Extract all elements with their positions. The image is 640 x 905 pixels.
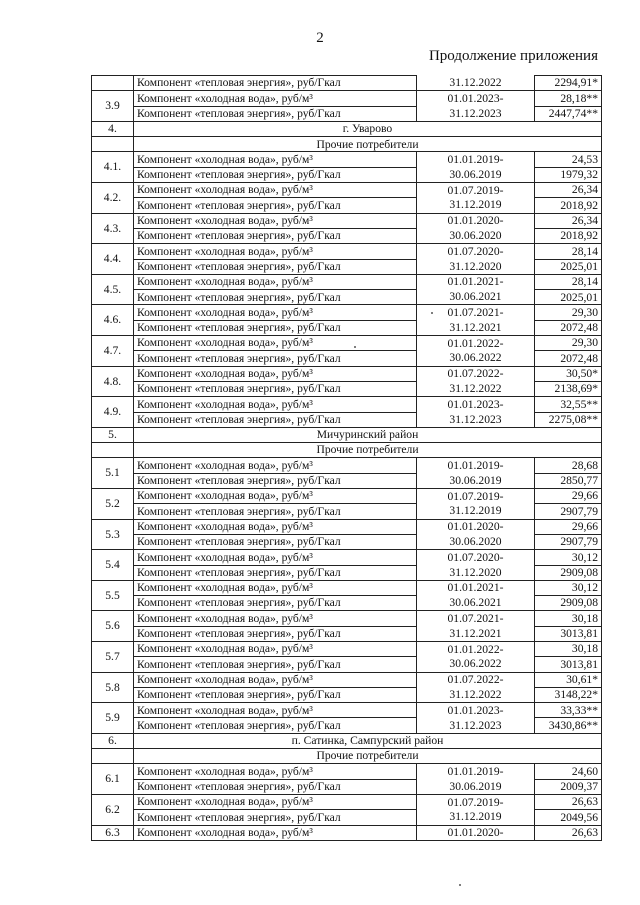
period-date: 01.01.2020- bbox=[417, 825, 535, 840]
period-date: 30.06.2019 bbox=[417, 779, 535, 794]
component-name: Компонент «тепловая энергия», руб/Гкал bbox=[134, 76, 417, 91]
component-name: Компонент «холодная вода», руб/м³ bbox=[134, 183, 417, 198]
component-name: Компонент «холодная вода», руб/м³ bbox=[134, 91, 417, 106]
period-date: 30.06.2022 bbox=[417, 351, 535, 366]
table-row bbox=[92, 687, 602, 702]
table-row bbox=[92, 611, 602, 626]
tariff-value: 2907,79 bbox=[535, 504, 602, 519]
item-number: 6.1 bbox=[92, 764, 134, 795]
subsection-title: Прочие потребители bbox=[134, 137, 602, 152]
tariff-value: 29,66 bbox=[535, 489, 602, 504]
table-row bbox=[92, 106, 602, 121]
table-row bbox=[92, 458, 602, 473]
period-date: 01.01.2019- bbox=[417, 764, 535, 779]
period-date: 01.07.2019- bbox=[417, 183, 535, 198]
tariff-value: 2025,01 bbox=[535, 290, 602, 305]
component-name: Компонент «холодная вода», руб/м³ bbox=[134, 458, 417, 473]
subsection-title: Прочие потребители bbox=[134, 443, 602, 458]
section-row bbox=[92, 733, 602, 748]
tariff-value: 2275,08** bbox=[535, 412, 602, 427]
table-row bbox=[92, 213, 602, 228]
tariff-value: 30,12 bbox=[535, 550, 602, 565]
item-number: 5.4 bbox=[92, 550, 134, 581]
table-row bbox=[92, 183, 602, 198]
period-date: 01.01.2021- bbox=[417, 274, 535, 289]
table-row bbox=[92, 381, 602, 396]
item-number: 4.3. bbox=[92, 213, 134, 244]
item-number bbox=[92, 76, 134, 91]
component-name: Компонент «тепловая энергия», руб/Гкал bbox=[134, 718, 417, 733]
period-date: 30.06.2022 bbox=[417, 657, 535, 672]
subsection-row bbox=[92, 137, 602, 152]
table-row bbox=[92, 672, 602, 687]
continuation-title: Продолжение приложения bbox=[428, 48, 598, 64]
component-name: Компонент «холодная вода», руб/м³ bbox=[134, 489, 417, 504]
component-name: Компонент «тепловая энергия», руб/Гкал bbox=[134, 473, 417, 488]
component-name: Компонент «тепловая энергия», руб/Гкал bbox=[134, 565, 417, 580]
period-date: 01.01.2020- bbox=[417, 213, 535, 228]
item-number: 5.5 bbox=[92, 580, 134, 611]
table-row bbox=[92, 412, 602, 427]
table-row bbox=[92, 794, 602, 809]
tariff-value: 2072,48 bbox=[535, 320, 602, 335]
component-name: Компонент «тепловая энергия», руб/Гкал bbox=[134, 504, 417, 519]
tariff-value: 2009,37 bbox=[535, 779, 602, 794]
period-date: 31.12.2019 bbox=[417, 504, 535, 519]
period-date: 31.12.2020 bbox=[417, 259, 535, 274]
tariff-table-body bbox=[92, 76, 602, 841]
period-date: 30.06.2019 bbox=[417, 473, 535, 488]
period-date: 01.01.2022- bbox=[417, 336, 535, 351]
item-number: 4.6. bbox=[92, 305, 134, 336]
table-row bbox=[92, 274, 602, 289]
tariff-value: 30,61* bbox=[535, 672, 602, 687]
item-number: 4.7. bbox=[92, 336, 134, 367]
table-row bbox=[92, 718, 602, 733]
section-title: г. Уварово bbox=[134, 121, 602, 136]
period-date: 31.12.2023 bbox=[417, 718, 535, 733]
period-date: 30.06.2019 bbox=[417, 167, 535, 182]
period-date: 30.06.2021 bbox=[417, 596, 535, 611]
component-name: Компонент «холодная вода», руб/м³ bbox=[134, 703, 417, 718]
component-name: Компонент «тепловая энергия», руб/Гкал bbox=[134, 596, 417, 611]
table-row bbox=[92, 336, 602, 351]
tariff-value: 28,18** bbox=[535, 91, 602, 106]
tariff-value: 28,14 bbox=[535, 244, 602, 259]
tariff-value: 1979,32 bbox=[535, 167, 602, 182]
subsection-row bbox=[92, 749, 602, 764]
section-number: 5. bbox=[92, 427, 134, 442]
component-name: Компонент «тепловая энергия», руб/Гкал bbox=[134, 779, 417, 794]
tariff-value: 2018,92 bbox=[535, 198, 602, 213]
blank-number-cell bbox=[92, 749, 134, 764]
period-date: 01.07.2019- bbox=[417, 794, 535, 809]
period-date: 01.01.2019- bbox=[417, 152, 535, 167]
component-name: Компонент «тепловая энергия», руб/Гкал bbox=[134, 381, 417, 396]
tariff-value: 2025,01 bbox=[535, 259, 602, 274]
table-row bbox=[92, 703, 602, 718]
tariff-value: 3013,81 bbox=[535, 626, 602, 641]
section-title: п. Сатинка, Сампурский район bbox=[134, 733, 602, 748]
period-date: 30.06.2020 bbox=[417, 228, 535, 243]
tariff-value: 2447,74** bbox=[535, 106, 602, 121]
table-row bbox=[92, 519, 602, 534]
component-name: Компонент «тепловая энергия», руб/Гкал bbox=[134, 259, 417, 274]
period-date: 01.01.2023- bbox=[417, 703, 535, 718]
component-name: Компонент «тепловая энергия», руб/Гкал bbox=[134, 657, 417, 672]
tariff-value: 3013,81 bbox=[535, 657, 602, 672]
item-number: 4.2. bbox=[92, 183, 134, 214]
component-name: Компонент «холодная вода», руб/м³ bbox=[134, 764, 417, 779]
item-number: 5.7 bbox=[92, 641, 134, 672]
table-row bbox=[92, 259, 602, 274]
scan-speck bbox=[431, 312, 433, 314]
period-date: 01.07.2020- bbox=[417, 244, 535, 259]
table-row bbox=[92, 565, 602, 580]
component-name: Компонент «тепловая энергия», руб/Гкал bbox=[134, 626, 417, 641]
section-title: Мичуринский район bbox=[134, 427, 602, 442]
component-name: Компонент «холодная вода», руб/м³ bbox=[134, 397, 417, 412]
tariff-value: 2909,08 bbox=[535, 596, 602, 611]
tariff-value: 26,34 bbox=[535, 213, 602, 228]
section-number: 4. bbox=[92, 121, 134, 136]
scan-speck bbox=[459, 884, 461, 886]
component-name: Компонент «тепловая энергия», руб/Гкал bbox=[134, 412, 417, 427]
table-row bbox=[92, 473, 602, 488]
period-date: 01.07.2022- bbox=[417, 672, 535, 687]
component-name: Компонент «холодная вода», руб/м³ bbox=[134, 550, 417, 565]
component-name: Компонент «холодная вода», руб/м³ bbox=[134, 794, 417, 809]
item-number: 5.3 bbox=[92, 519, 134, 550]
table-row bbox=[92, 779, 602, 794]
component-name: Компонент «холодная вода», руб/м³ bbox=[134, 336, 417, 351]
tariff-value: 2049,56 bbox=[535, 810, 602, 825]
table-row bbox=[92, 550, 602, 565]
component-name: Компонент «тепловая энергия», руб/Гкал bbox=[134, 351, 417, 366]
table-row bbox=[92, 596, 602, 611]
table-row bbox=[92, 641, 602, 656]
tariff-value: 30,50* bbox=[535, 366, 602, 381]
component-name: Компонент «тепловая энергия», руб/Гкал bbox=[134, 687, 417, 702]
component-name: Компонент «тепловая энергия», руб/Гкал bbox=[134, 106, 417, 121]
tariff-value: 24,60 bbox=[535, 764, 602, 779]
period-date: 31.12.2021 bbox=[417, 320, 535, 335]
table-row bbox=[92, 320, 602, 335]
tariff-value: 2294,91* bbox=[535, 76, 602, 91]
tariff-value: 29,30 bbox=[535, 336, 602, 351]
table-row bbox=[92, 580, 602, 595]
period-date: 01.01.2023- bbox=[417, 91, 535, 106]
item-number: 4.9. bbox=[92, 397, 134, 428]
tariff-value: 30,18 bbox=[535, 611, 602, 626]
component-name: Компонент «холодная вода», руб/м³ bbox=[134, 825, 417, 840]
component-name: Компонент «холодная вода», руб/м³ bbox=[134, 366, 417, 381]
table-row bbox=[92, 167, 602, 182]
subsection-title: Прочие потребители bbox=[134, 749, 602, 764]
table-row bbox=[92, 764, 602, 779]
item-number: 5.9 bbox=[92, 703, 134, 734]
component-name: Компонент «холодная вода», руб/м³ bbox=[134, 213, 417, 228]
item-number: 3.9 bbox=[92, 91, 134, 122]
table-row bbox=[92, 76, 602, 91]
component-name: Компонент «тепловая энергия», руб/Гкал bbox=[134, 290, 417, 305]
period-date: 01.01.2019- bbox=[417, 458, 535, 473]
tariff-value: 28,14 bbox=[535, 274, 602, 289]
table-row bbox=[92, 504, 602, 519]
tariff-value: 26,63 bbox=[535, 825, 602, 840]
item-number: 4.8. bbox=[92, 366, 134, 397]
table-row bbox=[92, 657, 602, 672]
scan-speck bbox=[354, 346, 356, 348]
period-date: 01.07.2020- bbox=[417, 550, 535, 565]
item-number: 6.3 bbox=[92, 825, 134, 840]
tariff-value: 30,18 bbox=[535, 641, 602, 656]
component-name: Компонент «холодная вода», руб/м³ bbox=[134, 641, 417, 656]
table-row bbox=[92, 489, 602, 504]
component-name: Компонент «тепловая энергия», руб/Гкал bbox=[134, 228, 417, 243]
period-date: 01.07.2021- bbox=[417, 611, 535, 626]
table-row bbox=[92, 825, 602, 840]
period-date: 31.12.2019 bbox=[417, 810, 535, 825]
period-date: 31.12.2023 bbox=[417, 412, 535, 427]
component-name: Компонент «холодная вода», руб/м³ bbox=[134, 305, 417, 320]
tariff-value: 26,63 bbox=[535, 794, 602, 809]
section-row bbox=[92, 121, 602, 136]
table-row bbox=[92, 366, 602, 381]
period-date: 01.01.2022- bbox=[417, 641, 535, 656]
tariff-value: 33,33** bbox=[535, 703, 602, 718]
item-number: 5.8 bbox=[92, 672, 134, 703]
period-date: 01.01.2020- bbox=[417, 519, 535, 534]
item-number: 4.1. bbox=[92, 152, 134, 183]
period-date: 31.12.2020 bbox=[417, 565, 535, 580]
table-row bbox=[92, 534, 602, 549]
period-date: 31.12.2023 bbox=[417, 106, 535, 121]
tariff-table bbox=[91, 75, 602, 841]
table-row bbox=[92, 810, 602, 825]
tariff-value: 26,34 bbox=[535, 183, 602, 198]
tariff-value: 28,68 bbox=[535, 458, 602, 473]
component-name: Компонент «тепловая энергия», руб/Гкал bbox=[134, 810, 417, 825]
period-date: 01.01.2023- bbox=[417, 397, 535, 412]
tariff-value: 2850,77 bbox=[535, 473, 602, 488]
section-number: 6. bbox=[92, 733, 134, 748]
item-number: 5.1 bbox=[92, 458, 134, 489]
tariff-value: 3148,22* bbox=[535, 687, 602, 702]
tariff-value: 2909,08 bbox=[535, 565, 602, 580]
component-name: Компонент «холодная вода», руб/м³ bbox=[134, 274, 417, 289]
period-date: 30.06.2021 bbox=[417, 290, 535, 305]
period-date: 30.06.2020 bbox=[417, 534, 535, 549]
component-name: Компонент «холодная вода», руб/м³ bbox=[134, 152, 417, 167]
tariff-value: 2072,48 bbox=[535, 351, 602, 366]
item-number: 4.5. bbox=[92, 274, 134, 305]
tariff-value: 2018,92 bbox=[535, 228, 602, 243]
page-number: 2 bbox=[316, 30, 324, 46]
item-number: 4.4. bbox=[92, 244, 134, 275]
component-name: Компонент «холодная вода», руб/м³ bbox=[134, 244, 417, 259]
tariff-value: 2907,79 bbox=[535, 534, 602, 549]
subsection-row bbox=[92, 443, 602, 458]
period-date: 01.07.2019- bbox=[417, 489, 535, 504]
item-number: 5.6 bbox=[92, 611, 134, 642]
table-row bbox=[92, 244, 602, 259]
tariff-value: 30,12 bbox=[535, 580, 602, 595]
period-date: 31.12.2022 bbox=[417, 76, 535, 91]
table-row bbox=[92, 198, 602, 213]
period-date: 01.07.2022- bbox=[417, 366, 535, 381]
table-row bbox=[92, 305, 602, 320]
component-name: Компонент «холодная вода», руб/м³ bbox=[134, 611, 417, 626]
tariff-value: 29,30 bbox=[535, 305, 602, 320]
tariff-value: 32,55** bbox=[535, 397, 602, 412]
component-name: Компонент «холодная вода», руб/м³ bbox=[134, 580, 417, 595]
table-row bbox=[92, 626, 602, 641]
component-name: Компонент «тепловая энергия», руб/Гкал bbox=[134, 320, 417, 335]
tariff-value: 2138,69* bbox=[535, 381, 602, 396]
period-date: 31.12.2022 bbox=[417, 687, 535, 702]
component-name: Компонент «холодная вода», руб/м³ bbox=[134, 519, 417, 534]
period-date: 31.12.2019 bbox=[417, 198, 535, 213]
tariff-value: 24,53 bbox=[535, 152, 602, 167]
item-number: 5.2 bbox=[92, 489, 134, 520]
blank-number-cell bbox=[92, 443, 134, 458]
table-row bbox=[92, 228, 602, 243]
table-row bbox=[92, 351, 602, 366]
period-date: 01.01.2021- bbox=[417, 580, 535, 595]
component-name: Компонент «тепловая энергия», руб/Гкал bbox=[134, 198, 417, 213]
blank-number-cell bbox=[92, 137, 134, 152]
tariff-value: 3430,86** bbox=[535, 718, 602, 733]
component-name: Компонент «тепловая энергия», руб/Гкал bbox=[134, 534, 417, 549]
table-row bbox=[92, 152, 602, 167]
tariff-value: 29,66 bbox=[535, 519, 602, 534]
table-row bbox=[92, 91, 602, 106]
component-name: Компонент «холодная вода», руб/м³ bbox=[134, 672, 417, 687]
table-row bbox=[92, 397, 602, 412]
period-date: 31.12.2022 bbox=[417, 381, 535, 396]
period-date: 31.12.2021 bbox=[417, 626, 535, 641]
item-number: 6.2 bbox=[92, 794, 134, 825]
table-row bbox=[92, 290, 602, 305]
period-date: 01.07.2021- bbox=[417, 305, 535, 320]
component-name: Компонент «тепловая энергия», руб/Гкал bbox=[134, 167, 417, 182]
section-row bbox=[92, 427, 602, 442]
